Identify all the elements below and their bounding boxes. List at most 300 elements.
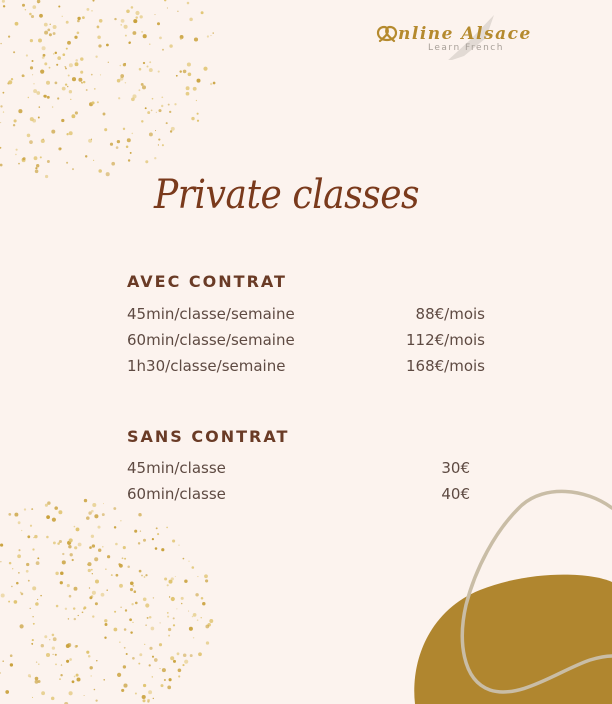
gold-dot [161,684,164,687]
gold-dot [66,48,68,50]
gold-dot [80,57,83,60]
gold-dot [135,11,139,15]
gold-dot [14,600,18,604]
gold-dot [83,606,86,609]
gold-dot [140,530,141,531]
gold-dot [13,51,15,53]
gold-dot [192,566,195,569]
gold-dot [49,33,52,36]
gold-dot [190,654,193,657]
gold-dot [117,140,120,143]
gold-dot [123,665,126,668]
gold-dot [45,175,48,178]
gold-dot [75,62,79,66]
gold-dot [156,112,157,113]
gold-dot [186,86,190,90]
gold-dot [83,81,85,83]
gold-dot [29,140,33,144]
gold-splatter-bottom-left [0,499,213,704]
gold-dot [171,597,175,601]
gold-dot [140,15,143,18]
gold-dot [69,691,73,695]
gold-dot [8,80,12,84]
gold-dot [94,88,96,90]
gold-dot [134,590,137,593]
gold-dot [130,631,132,633]
logo-tagline: Learn French [428,43,504,53]
gold-dot [68,545,71,548]
gold-dot [25,9,26,10]
gold-dot [82,16,85,19]
gold-dot [149,44,150,45]
gold-dot [33,89,37,93]
gold-dot [30,39,33,42]
gold-dot [188,561,189,562]
gold-dot [103,503,104,504]
gold-dot [94,557,98,561]
gold-dot [32,616,33,617]
gold-dot [68,75,70,77]
gold-dot [98,44,101,47]
gold-dot [2,0,5,3]
gold-dot [176,75,178,77]
gold-dot [181,597,184,600]
row-price: 30€ [441,459,470,477]
gold-dot [204,574,208,578]
gold-dot [75,645,78,648]
gold-dot [143,684,146,687]
gold-dot [49,24,50,25]
gold-dot [39,14,43,18]
gold-dot [88,655,91,658]
gold-dot [186,92,190,96]
gold-dot [176,608,177,609]
gold-dot [78,615,79,616]
gold-dot [88,511,91,514]
gold-dot [74,676,76,678]
gold-dot [213,82,216,85]
gold-dot [82,83,83,84]
gold-dot [167,612,169,614]
gold-dot [88,569,91,572]
gold-dot [38,39,42,43]
gold-dot [168,635,170,637]
gold-dot [125,82,126,83]
gold-dot [173,624,175,626]
gold-dot [147,617,149,619]
gold-dot [131,6,134,9]
gold-dot [86,516,90,520]
gold-dot [72,168,74,170]
gold-dot [201,597,204,600]
gold-dot [152,98,154,100]
gold-dot [174,103,176,105]
gold-dot [45,504,48,507]
gold-dot [129,618,132,621]
gold-dot [149,664,151,666]
gold-dot [71,114,75,118]
gold-dot [67,41,71,45]
gold-dot [97,26,100,29]
gold-dot [111,162,115,166]
gold-dot [17,554,21,558]
gold-dot [46,653,50,657]
gold-dot [124,628,127,631]
gold-dot [138,542,140,544]
row-label: 1h30/classe/semaine [127,357,286,375]
gold-dot [77,20,80,23]
gold-dot [95,699,97,701]
gold-dot [69,90,72,93]
gold-dot [18,109,22,113]
gold-dot [117,79,121,83]
gold-dot [98,169,102,173]
gold-dot [133,19,137,23]
gold-dot [140,515,141,516]
gold-dot [191,117,194,120]
gold-dot [11,586,12,587]
gold-dot [80,71,83,74]
gold-dot [9,562,12,565]
gold-dot [91,74,93,76]
gold-dot [24,508,26,510]
gold-dot [142,85,146,89]
gold-dot [101,593,105,597]
gold-dot [171,577,174,580]
gold-dot [167,7,168,8]
gold-dot [74,587,78,591]
gold-dot [1,593,5,597]
gold-dot [21,593,24,596]
gold-dot [0,105,2,107]
gold-dot [131,603,133,605]
gold-dot [202,602,205,605]
price-row [127,459,485,481]
gold-dot [35,602,39,606]
gold-dot [116,574,119,577]
gold-dot [114,628,118,632]
row-price: 112€/mois [406,331,485,349]
gold-dot [35,167,37,169]
gold-dot [134,530,137,533]
gold-dot [169,678,172,681]
gold-dot [143,597,147,601]
gold-dot [149,616,152,619]
gold-dot [36,561,40,565]
gold-dot [40,156,42,158]
gold-dot [145,574,147,576]
gold-dot [5,690,9,694]
gold-dot [149,61,151,63]
gold-dot [15,22,19,26]
gold-dot [106,172,110,176]
gold-dot [156,527,158,529]
gold-dot [62,560,66,564]
gold-dot [40,70,44,74]
gold-dot [36,661,37,662]
gold-dot [39,106,40,107]
row-price: 88€/mois [415,305,485,323]
gold-dot [170,656,174,660]
gold-dot [14,513,18,517]
gold-dot [145,624,147,626]
gold-dot [158,139,160,141]
gold-dot [65,608,67,610]
gold-dot [144,576,146,578]
gold-dot [183,653,187,657]
gold-dot [168,628,171,631]
gold-dot [26,570,29,573]
gold-dot [67,86,69,88]
gold-dot [171,127,175,131]
gold-dot [97,35,101,39]
gold-dot [62,87,66,91]
gold-dot [68,618,69,619]
gold-dot [130,581,134,585]
gold-dot [8,601,10,603]
gold-dot [44,635,47,638]
gold-dot [86,8,89,11]
gold-dot [203,67,207,71]
gold-dot [201,11,204,14]
gold-dot [62,16,63,17]
gold-dot [37,557,39,559]
gold-dot [207,35,209,37]
gold-dot [164,679,166,681]
gold-dot [114,18,116,20]
gold-dot [149,132,153,136]
gold-dot [106,589,107,590]
gold-dot [135,692,137,694]
gold-dot [0,43,1,44]
gold-dot [193,613,197,617]
gold-dot [158,144,159,145]
gold-dot [77,17,80,20]
gold-dot [62,53,65,56]
gold-dot [201,617,202,618]
gold-dot [28,674,31,677]
gold-dot [90,675,91,676]
gold-dot [70,99,71,100]
gold-dot [67,584,70,587]
gold-dot [53,32,56,35]
gold-dot [130,588,133,591]
gold-dot [149,647,152,650]
gold-dot [210,83,212,85]
gold-dot [123,63,126,66]
gold-dot [69,538,73,542]
gold-dot [145,603,149,607]
gold-dot [92,544,95,547]
gold-dot [44,62,47,65]
gold-dot [20,624,24,628]
gold-dot [55,664,57,666]
gold-dot [167,584,169,586]
gold-dot [124,647,126,649]
gold-dot [178,545,179,546]
gold-dot [120,520,121,521]
gold-dot [189,627,193,631]
gold-dot [127,565,130,568]
gold-dot [152,676,153,677]
gold-dot [12,568,13,569]
gold-dot [0,544,3,547]
gold-dot [160,622,161,623]
gold-dot [76,674,79,677]
gold-dot [179,70,181,72]
gold-dot [197,79,201,83]
gold-dot [139,68,142,71]
gold-dot [51,697,55,701]
gold-dot [35,170,39,174]
gold-dot [44,23,48,27]
gold-dot [26,563,29,566]
gold-dot [56,64,58,66]
gold-dot [55,52,57,54]
gold-dot [26,54,28,56]
gold-dot [2,92,4,94]
gold-dot [135,16,137,18]
gold-dot [18,572,19,573]
gold-dot [72,680,75,683]
gold-dot [123,128,125,130]
section-heading-avec-contrat: AVEC CONTRAT [127,272,287,291]
gold-dot [57,97,59,99]
gold-dot [91,139,92,140]
gold-dot [18,549,20,551]
gold-dot [75,111,78,114]
gold-dot [183,558,185,560]
gold-dot [152,538,154,540]
gold-dot [33,623,35,625]
gold-dot [53,53,55,55]
gold-dot [0,672,1,673]
gold-dot [141,575,143,577]
gold-dot [96,660,97,661]
gold-dot [147,66,149,68]
gold-dot [108,62,109,63]
gold-dot [70,553,73,556]
gold-dot [23,75,25,77]
gold-dot [128,42,130,44]
gold-dot [142,699,145,702]
gold-dot [53,637,57,641]
gold-dot [182,664,184,666]
gold-dot [102,546,104,548]
gold-dot [32,586,36,590]
gold-dot [52,634,55,637]
gold-dot [72,77,76,81]
gold-dot [123,684,127,688]
gold-dot [193,637,194,638]
pretzel-icon [376,25,398,43]
gold-dot [132,657,135,660]
gold-dot [52,646,55,649]
gold-dot [74,546,77,549]
gold-dot [66,644,70,648]
gold-dot [34,156,38,160]
gold-dot [47,96,50,99]
gold-dot [16,149,18,151]
gold-dot [89,546,92,549]
gold-dot [91,535,94,538]
gold-dot [145,107,147,109]
gold-dot [8,513,11,516]
gold-dot [159,668,160,669]
gold-dot [180,38,182,40]
gold-dot [153,597,154,598]
gold-dot [127,138,131,142]
gold-dot [178,675,180,677]
gold-dot [42,138,43,139]
gold-dot [184,579,187,582]
gold-dot [60,674,62,676]
gold-dot [105,569,106,570]
gold-dot [30,608,31,609]
gold-dot [205,579,208,582]
gold-dot [132,585,134,587]
price-row [127,357,485,379]
gold-dot [94,514,98,518]
gold-dot [18,163,20,165]
gold-dot [31,60,33,62]
gold-dot [115,543,118,546]
gold-dot [8,36,10,38]
gold-dot [124,25,128,29]
gold-dot [105,623,108,626]
gold-dot [162,49,164,51]
gold-dot [159,643,162,646]
gold-dot [38,117,40,119]
gold-dot [197,113,199,115]
gold-dot [121,19,125,23]
gold-dot [32,548,34,550]
price-row [127,331,485,353]
gold-dot [149,68,153,72]
gold-splatter-top-left [0,0,215,178]
gold-dot [154,14,155,15]
gold-dot [175,576,176,577]
gold-dot [196,100,197,101]
gold-dot [144,644,145,645]
gold-dot [22,4,25,7]
gold-dot [157,533,159,535]
gold-dot [167,686,171,690]
gold-dot [158,109,161,112]
gold-dot [16,582,19,585]
gold-dot [44,31,48,35]
row-price: 168€/mois [406,357,485,375]
gold-dot [31,508,33,510]
gold-dot [104,619,107,622]
gold-dot [183,70,187,74]
gold-dot [89,596,92,599]
gold-dot [120,74,124,78]
gold-dot [30,525,32,527]
gold-dot [37,599,38,600]
gold-dot [143,34,147,38]
gold-dot [132,622,133,623]
gold-dot [10,654,13,657]
gold-dot [23,157,26,160]
gold-dot [84,499,87,502]
gold-dot [173,617,175,619]
gold-dot [111,574,113,576]
gold-dot [92,591,96,595]
gold-dot [126,146,129,149]
gold-dot [113,507,116,510]
gold-dot [153,698,154,699]
